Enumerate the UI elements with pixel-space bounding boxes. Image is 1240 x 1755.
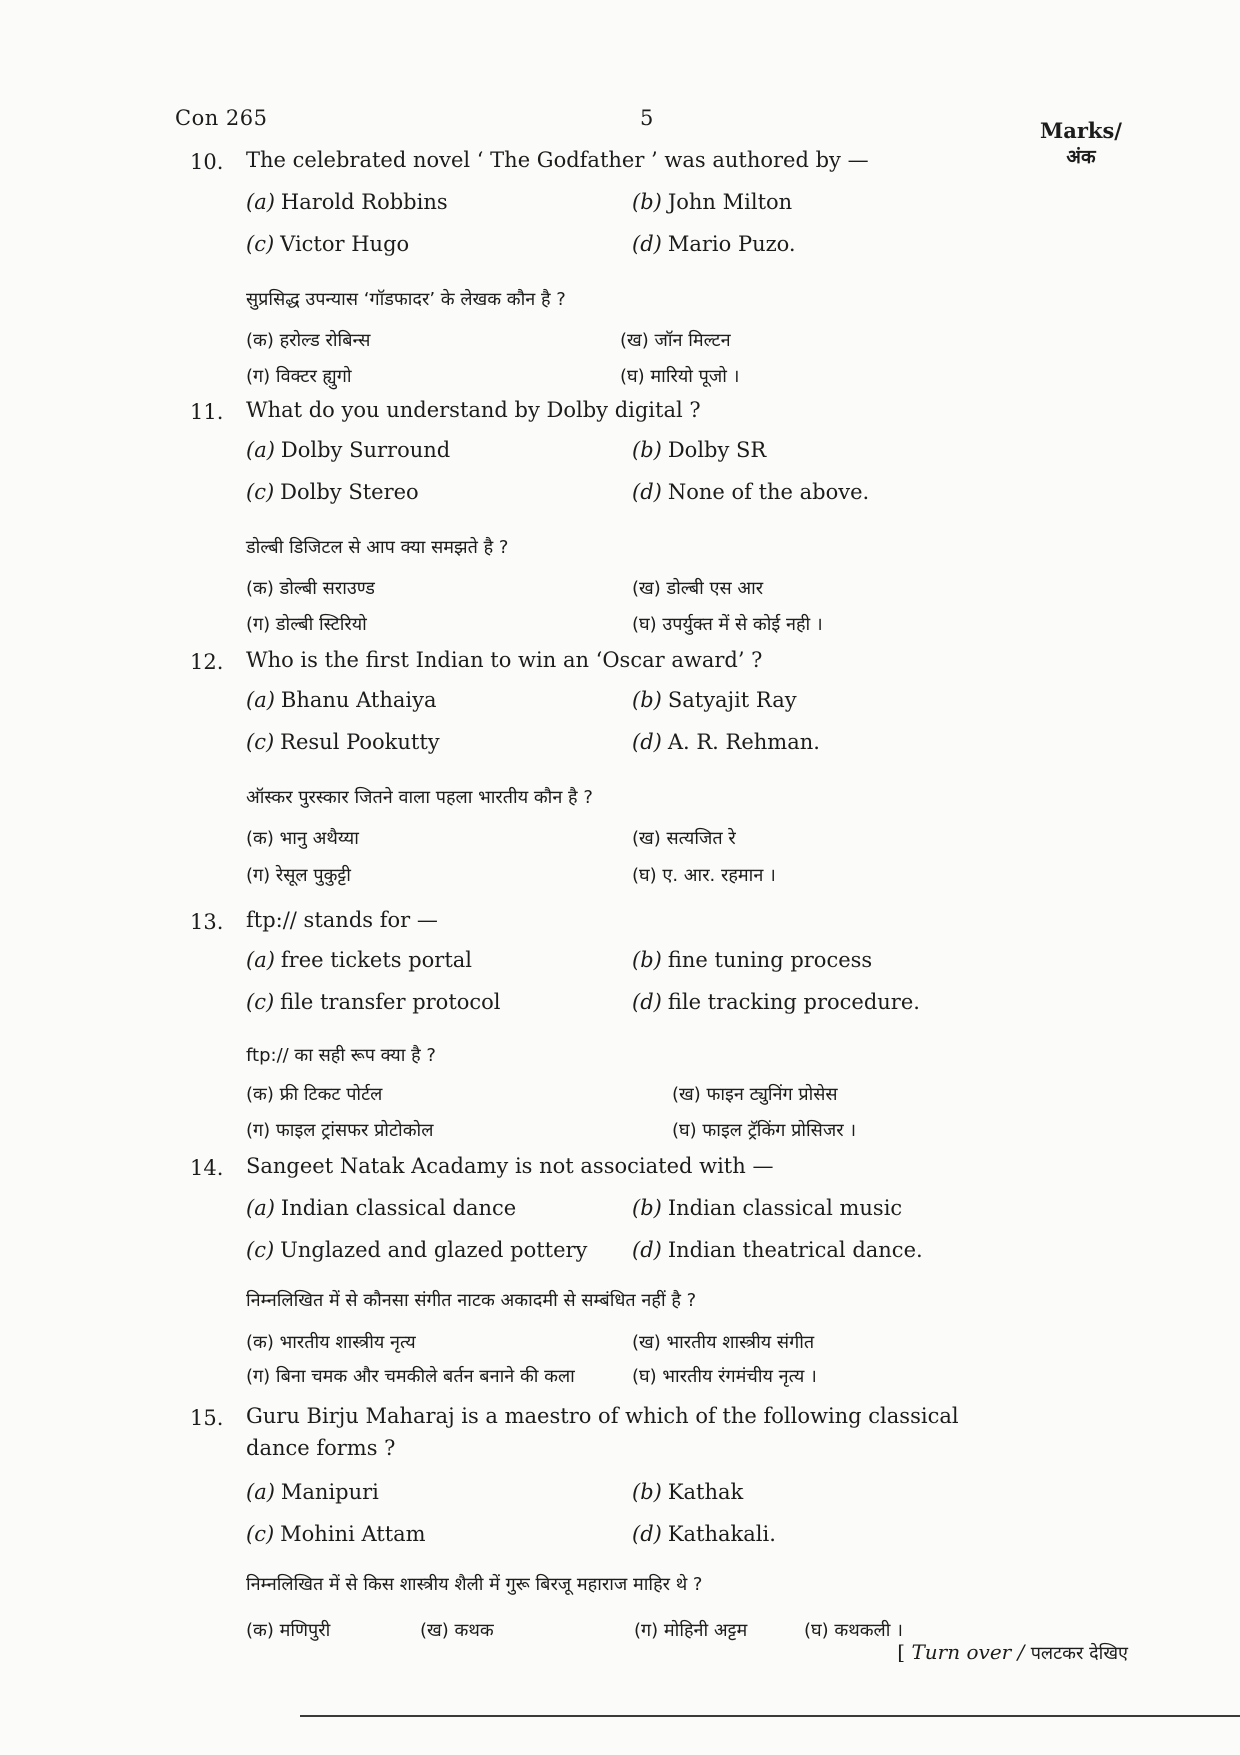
option-a [246, 688, 437, 712]
hindi-option-ga: (ग) फाइल ट्रांसफर प्रोटोकोल [246, 1120, 434, 1141]
option-label: (d) [632, 232, 662, 256]
hindi-option-gha: (घ) कथकली । [804, 1620, 903, 1641]
option-c [246, 232, 409, 256]
option-label: (d) [632, 990, 662, 1014]
hindi-option-kha: (ख) फाइन ट्युनिंग प्रोसेस [672, 1084, 838, 1105]
question-text: ftp:// stands for — [246, 908, 438, 932]
option-text: Harold Robbins [280, 190, 448, 214]
option-label: (b) [632, 948, 662, 972]
hindi-option-ka: (क) फ्री टिकट पोर्टल [246, 1084, 383, 1105]
hindi-option-kha: (ख) डोल्बी एस आर [632, 578, 764, 599]
option-label: (b) [632, 438, 662, 462]
hindi-option-gha: (घ) ए. आर. रहमान । [632, 865, 776, 886]
option-label: (c) [246, 1522, 275, 1546]
option-text: Bhanu Athaiya [280, 688, 437, 712]
hindi-question: सुप्रसिद्ध उपन्यास ‘गॉडफादर’ के लेखक कौन है ? [246, 289, 566, 310]
option-text: Mario Puzo. [667, 232, 796, 256]
hindi-option-ka: (क) भानु अथैय्या [246, 828, 359, 849]
hindi-question: ऑस्कर पुरस्कार जितने वाला पहला भारतीय कौन है ? [246, 787, 593, 808]
option-c [246, 1522, 426, 1546]
marks-column-header [1040, 118, 1122, 170]
turn-over-sep: / [1017, 1640, 1025, 1664]
hindi-question: डोल्बी डिजिटल से आप क्या समझते है ? [246, 537, 509, 558]
option-label: (c) [246, 232, 275, 256]
option-text: John Milton [667, 190, 793, 214]
option-a [246, 438, 450, 462]
option-label: (a) [246, 190, 275, 214]
marks-label-en: Marks/ [1040, 118, 1122, 143]
paper-code: Con 265 [175, 106, 268, 130]
question-number: 12. [190, 650, 224, 674]
hindi-option-ga: (ग) रेसूल पुकुट्टी [246, 865, 351, 886]
option-a [246, 1196, 516, 1220]
hindi-option-ka: (क) डोल्बी सराउण्ड [246, 578, 375, 599]
hindi-option-gha: (घ) भारतीय रंगमंचीय नृत्य । [632, 1366, 817, 1387]
question-text [246, 1400, 1026, 1464]
option-text: Indian classical dance [280, 1196, 517, 1220]
option-b [632, 190, 792, 214]
option-label: (a) [246, 1480, 275, 1504]
option-c [246, 1238, 587, 1262]
option-text: file transfer protocol [280, 990, 501, 1014]
hindi-option-kha: (ख) कथक [420, 1620, 494, 1641]
option-text: Manipuri [280, 1480, 379, 1504]
question-text-content: Guru Birju Maharaj is a maestro of which of the following classical dance forms ? [246, 1404, 959, 1460]
option-text: Dolby Surround [280, 438, 451, 462]
question-text: Sangeet Natak Acadamy is not associated with — [246, 1154, 774, 1178]
turn-over-hi: पलटकर देखिए [1030, 1643, 1128, 1664]
option-label: (a) [246, 948, 275, 972]
option-label: (d) [632, 480, 662, 504]
question-number: 15. [190, 1406, 224, 1430]
option-label: (a) [246, 438, 275, 462]
option-a [246, 1480, 379, 1504]
turn-over-bracket: [ [897, 1640, 906, 1664]
option-text: Dolby SR [667, 438, 767, 462]
option-c [246, 730, 440, 754]
hindi-question: निम्नलिखित में से किस शास्त्रीय शैली में गुरू बिरजू महाराज माहिर थे ? [246, 1574, 703, 1595]
marks-label-hi: अंक [1066, 146, 1096, 168]
option-d [632, 232, 796, 256]
option-d [632, 990, 920, 1014]
option-text: free tickets portal [280, 948, 473, 972]
option-text: Victor Hugo [280, 232, 410, 256]
hindi-option-kha: (ख) भारतीय शास्त्रीय संगीत [632, 1332, 815, 1353]
question-text: The celebrated novel ‘ The Godfather ’ was authored by — [246, 148, 869, 172]
option-label: (b) [632, 190, 662, 214]
option-a [246, 190, 448, 214]
option-text: None of the above. [667, 480, 870, 504]
option-label: (c) [246, 480, 275, 504]
question-number: 14. [190, 1156, 224, 1180]
option-d [632, 1522, 776, 1546]
option-text: fine tuning process [667, 948, 873, 972]
option-label: (b) [632, 1480, 662, 1504]
option-c [246, 480, 419, 504]
option-text: Indian theatrical dance. [667, 1238, 923, 1262]
hindi-option-ka: (क) हरोल्ड रोबिन्स [246, 330, 371, 351]
question-number: 13. [190, 910, 224, 934]
hindi-question: निम्नलिखित में से कौनसा संगीत नाटक अकादमी से सम्बंधित नहीं है ? [246, 1290, 697, 1311]
option-text: Resul Pookutty [280, 730, 440, 754]
option-d [632, 1238, 923, 1262]
option-d [632, 730, 820, 754]
hindi-option-gha: (घ) मारियो पूजो । [620, 366, 740, 387]
option-text: Mohini Attam [280, 1522, 426, 1546]
option-text: Dolby Stereo [280, 480, 419, 504]
option-label: (d) [632, 1238, 662, 1262]
hindi-option-ga: (ग) डोल्बी स्टिरियो [246, 614, 367, 635]
hindi-option-kha: (ख) जॉन मिल्टन [620, 330, 731, 351]
option-text: Kathakali. [667, 1522, 776, 1546]
option-label: (a) [246, 1196, 275, 1220]
option-c [246, 990, 501, 1014]
hindi-option-ka: (क) भारतीय शास्त्रीय नृत्य [246, 1332, 416, 1353]
hindi-option-ga: (ग) मोहिनी अट्टम [634, 1620, 748, 1641]
option-text: file tracking procedure. [667, 990, 920, 1014]
hindi-option-ga: (ग) विक्टर ह्युगो [246, 366, 352, 387]
option-b [632, 1480, 743, 1504]
option-b [632, 1196, 902, 1220]
option-label: (a) [246, 688, 275, 712]
option-b [632, 438, 766, 462]
option-d [632, 480, 869, 504]
turn-over-en: Turn over [911, 1640, 1012, 1664]
hindi-option-gha: (घ) फाइल ट्रॅकिंग प्रोसिजर । [672, 1120, 857, 1141]
question-text: Who is the first Indian to win an ‘Oscar award’ ? [246, 648, 763, 672]
hindi-question: ftp:// का सही रूप क्या है ? [246, 1045, 436, 1066]
option-text: A. R. Rehman. [667, 730, 820, 754]
page-number: 5 [640, 106, 654, 130]
option-text: Kathak [667, 1480, 744, 1504]
turn-over-note [897, 1640, 1128, 1665]
option-text: Indian classical music [667, 1196, 903, 1220]
hindi-option-gha: (घ) उपर्युक्त में से कोई नही । [632, 614, 823, 635]
question-number: 11. [190, 400, 224, 424]
question-text: What do you understand by Dolby digital ? [246, 398, 701, 422]
hindi-option-ka: (क) मणिपुरी [246, 1620, 331, 1641]
option-text: Satyajit Ray [667, 688, 797, 712]
option-label: (c) [246, 730, 275, 754]
hindi-option-kha: (ख) सत्यजित रे [632, 828, 736, 849]
option-label: (c) [246, 1238, 275, 1262]
option-text: Unglazed and glazed pottery [280, 1238, 588, 1262]
option-label: (b) [632, 1196, 662, 1220]
option-b [632, 688, 797, 712]
option-b [632, 948, 872, 972]
option-label: (d) [632, 1522, 662, 1546]
hindi-option-ga: (ग) बिना चमक और चमकीले बर्तन बनाने की कला [246, 1366, 575, 1387]
option-label: (d) [632, 730, 662, 754]
option-a [246, 948, 472, 972]
option-label: (c) [246, 990, 275, 1014]
bottom-rule [300, 1715, 1240, 1717]
question-number: 10. [190, 150, 224, 174]
option-label: (b) [632, 688, 662, 712]
